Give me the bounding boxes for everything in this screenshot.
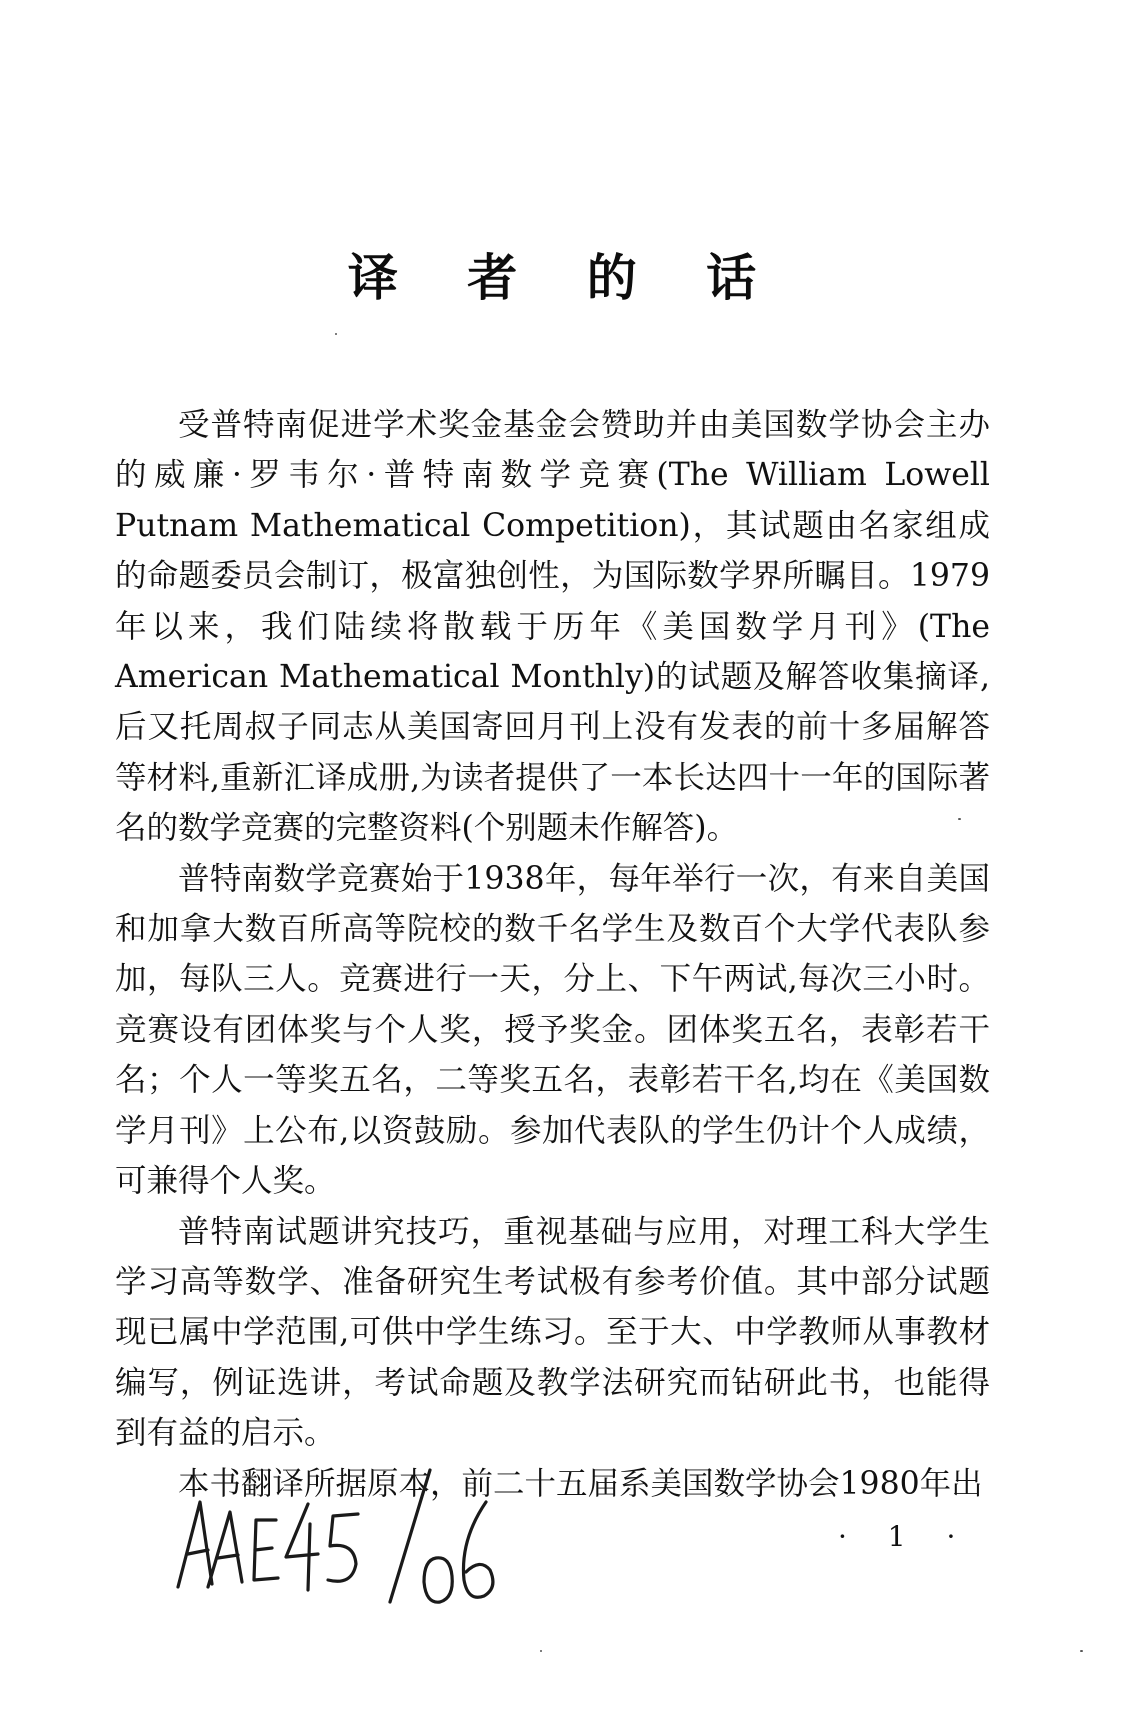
paragraph-3: 普特南试题讲究技巧，重视基础与应用，对理工科大学生学习高等数学、准备研究生考试极有参考价值。其中部分试题现已属中学范围,可供中学生练习。至于大、中学教师从事教材编写，例证选讲，考试命题及教学法研究而钻研此书，也能得到有益的启示。 [115, 1213, 990, 1452]
preface-body [115, 400, 990, 1509]
paragraph-2: 普特南数学竞赛始于1938年，每年举行一次，有来自美国和加拿大数百所高等院校的数千名学生及数百个大学代表队参加，每队三人。竞赛进行一天，分上、下午两试,每次三小时。竞赛设有团体奖与个人奖，授予奖金。团体奖五名，表彰若干名；个人一等奖五名，二等奖五名，表彰若干名,均在《美国数学月刊》上公布,以资鼓励。参加代表队的学生仍计个人成绩，可兼得个人奖。 [115, 860, 990, 1200]
paragraph-1: 受普特南促进学术奖金基金会赞助并由美国数学协会主办的威廉·罗韦尔·普特南数学竞赛(The William Lowell Putnam Mathematical Competition)，其试题由名家组成的命题委员会制订，极富独创性，为国际数学界所瞩目。1979年以来，我们陆续将散载于历年《美国数学月刊》(The American Mathematical Monthly)的试题及解答收集摘译,后又托周叔子同志从美国寄回月刊上没有发表的前十多届解答等材料,重新汇译成册,为读者提供了一本长达四十一年的国际著名的数学竞赛的完整资料(个别题未作解答)。 [115, 407, 990, 847]
scan-speck [958, 818, 961, 820]
scan-speck [540, 1650, 542, 1652]
scan-speck [1080, 1650, 1083, 1652]
page-title: 译 者 的 话 [347, 249, 783, 307]
page-number: · 1 · [838, 1520, 972, 1553]
handwritten-call-number [168, 1462, 528, 1612]
paragraph-4: 本书翻译所据原本，前二十五届系美国数学协会1980年出 [178, 1465, 983, 1502]
scan-speck [335, 333, 337, 335]
